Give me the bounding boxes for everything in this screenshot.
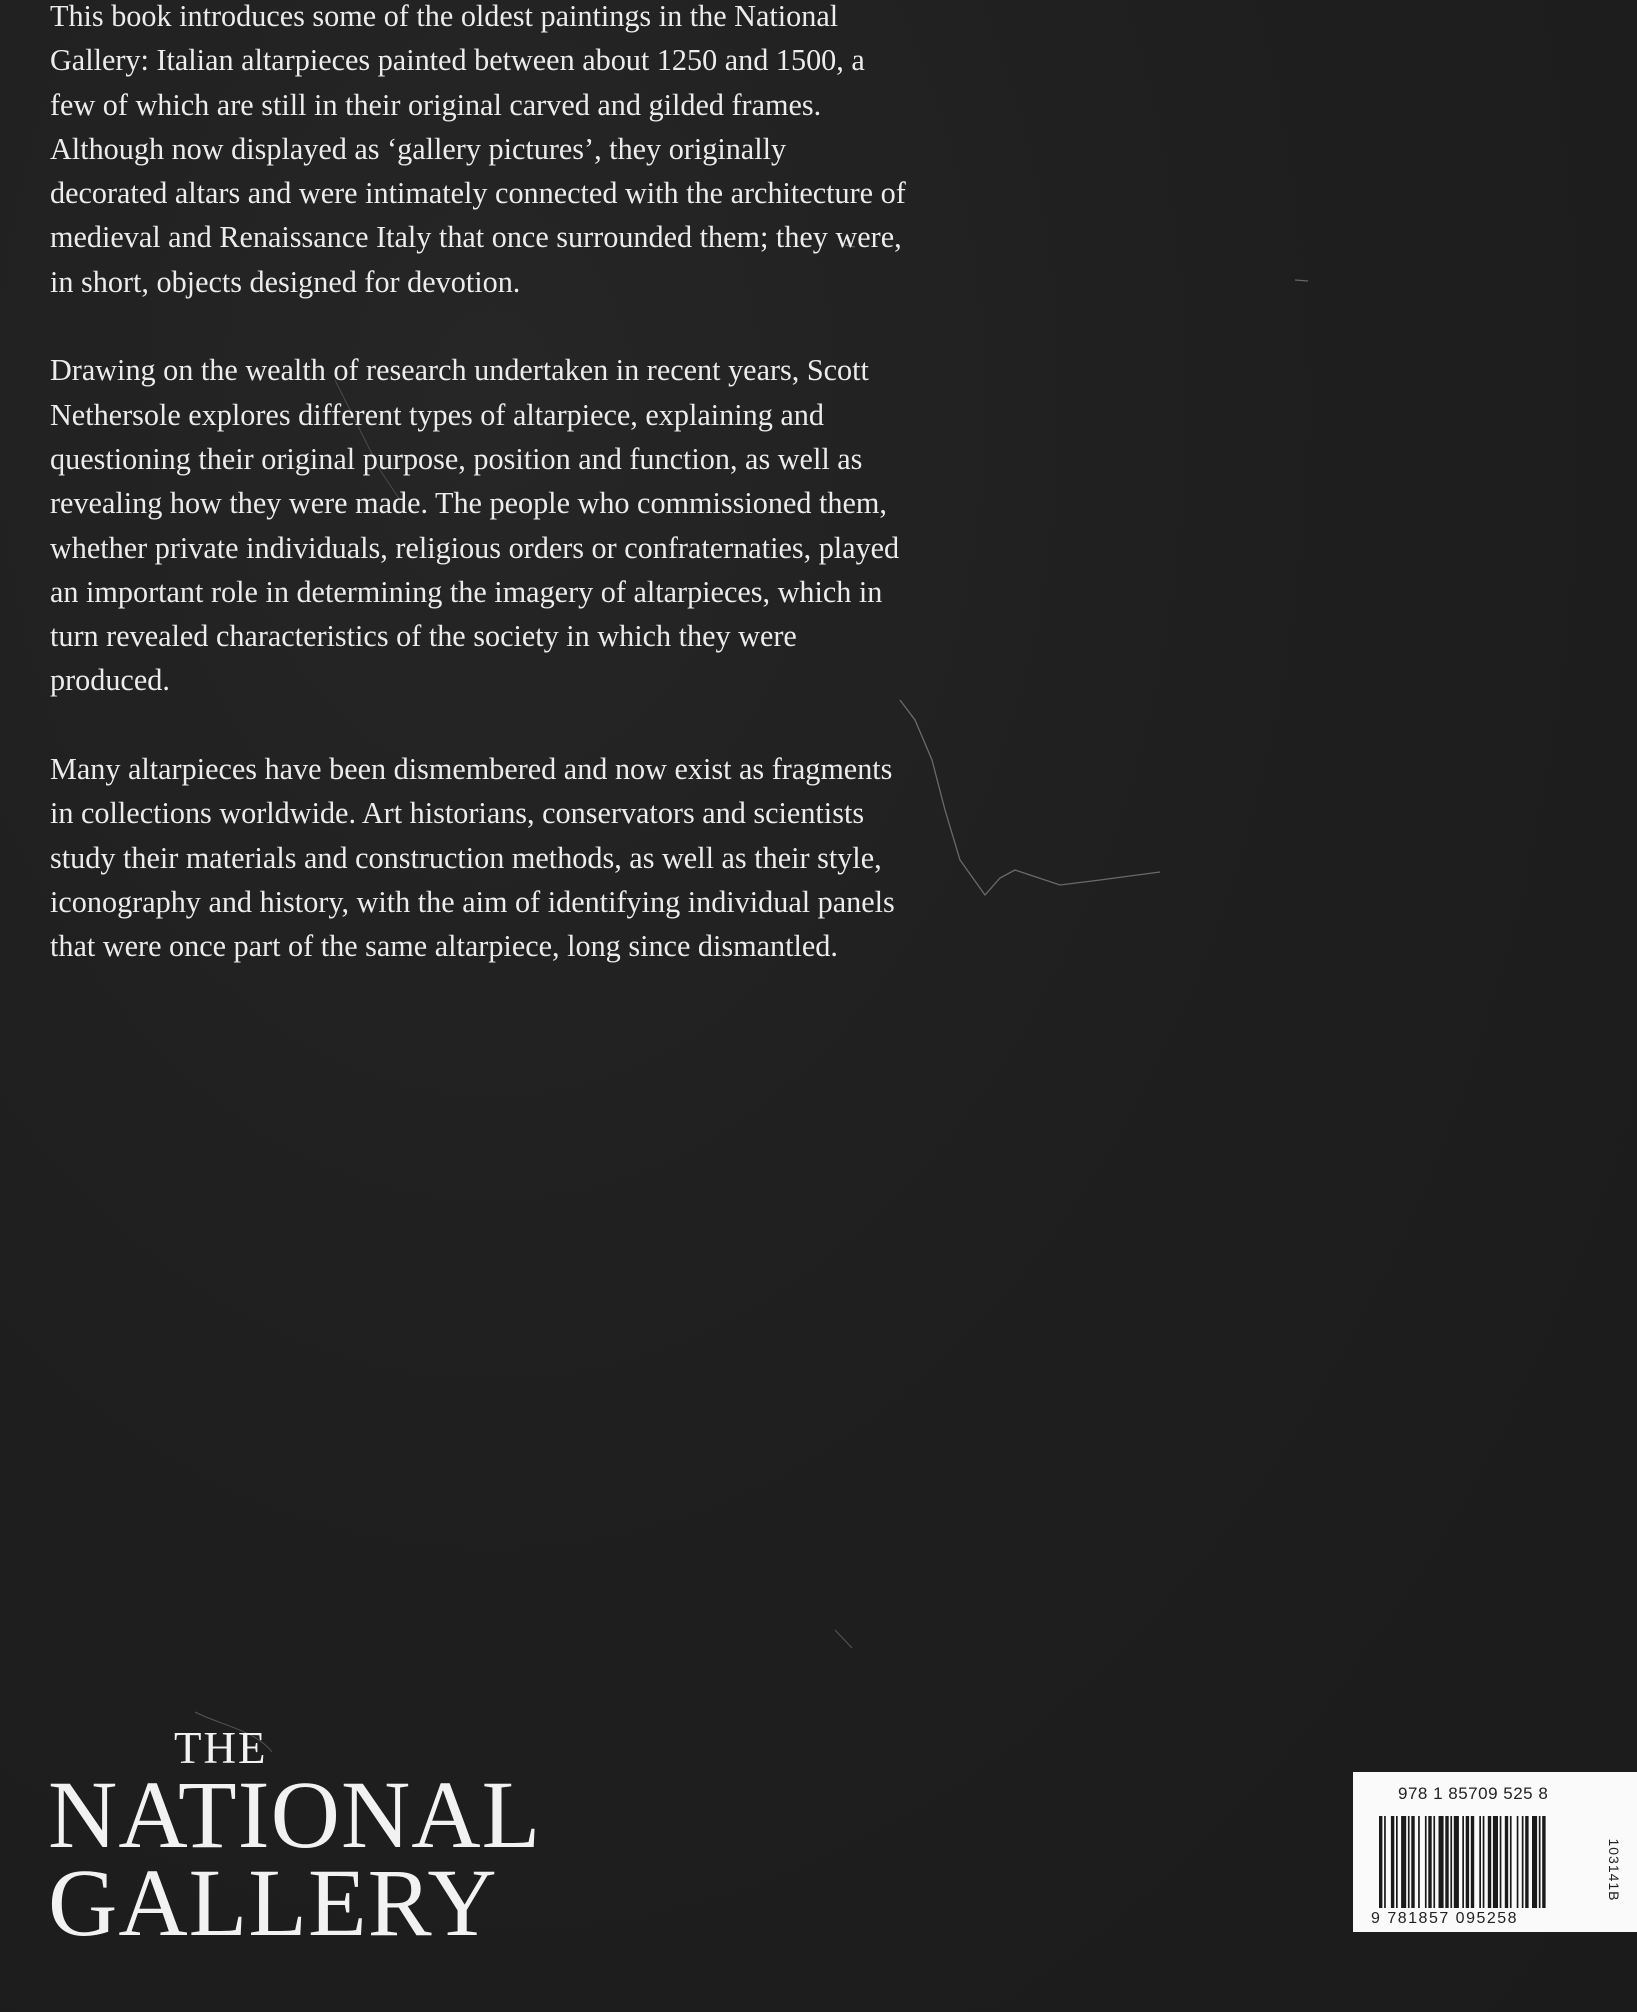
barcode-bar <box>1401 1816 1406 1908</box>
barcode-bar <box>1384 1816 1386 1908</box>
logo-national: NATIONAL <box>48 1761 542 1868</box>
barcode-bar <box>1505 1816 1508 1908</box>
barcode-bar <box>1542 1816 1545 1908</box>
isbn-barcode-label <box>1353 1772 1637 1932</box>
ean-digits: 9 781857 095258 <box>1371 1910 1519 1927</box>
barcode-bar <box>1428 1816 1431 1908</box>
barcode-bar <box>1450 1816 1452 1908</box>
barcode-bar <box>1488 1816 1491 1908</box>
barcode-bar <box>1411 1816 1414 1908</box>
barcode-bar <box>1408 1816 1410 1908</box>
barcode-bar <box>1445 1816 1448 1908</box>
national-gallery-logo <box>48 1723 542 1956</box>
side-code <box>1599 1822 1629 1917</box>
barcode-bar <box>1479 1816 1481 1908</box>
logo-the: THE <box>174 1723 268 1773</box>
logo-gallery: GALLERY <box>48 1849 498 1956</box>
barcode-bar <box>1532 1816 1537 1908</box>
barcode-bar <box>1525 1816 1528 1908</box>
barcode-bar <box>1483 1816 1485 1908</box>
barcode-bar <box>1493 1816 1498 1908</box>
barcode-bar <box>1462 1816 1464 1908</box>
cover-blurb <box>50 0 910 1013</box>
barcode-bar <box>1510 1816 1512 1908</box>
barcode-bar <box>1425 1816 1427 1908</box>
barcode-bar <box>1454 1816 1459 1908</box>
side-code-text: 103141B <box>1606 1837 1622 1902</box>
barcode-bar <box>1466 1816 1469 1908</box>
blurb-paragraph-2: Drawing on the wealth of research undertaken in recent years, Scott Nethersole explores different types of altarpiece, explaining and questioning their original purpose, position and function, as well as revealing how they were made. The people who commissioned them, whether private individuals, religious orders or confraternaties, played an important role in determining the imagery of altarpieces, which in turn revealed characteristics of the society in which they were produced. <box>50 353 900 698</box>
barcode-bars <box>1379 1816 1591 1912</box>
barcode-bar <box>1539 1816 1541 1908</box>
blurb-paragraph-3: Many altarpieces have been dismembered and now exist as fragments in collections worldwide. Art historians, conservators and scientists study their materials and construction methods, as well as their style, iconography and history, with the aim of identifying individual panels that were once part of the same altarpiece, long since dismantled. <box>50 752 895 964</box>
barcode-bar <box>1391 1816 1394 1908</box>
barcode-bar <box>1522 1816 1524 1908</box>
isbn-number: 978 1 85709 525 8 <box>1398 1784 1549 1803</box>
barcode-bar <box>1439 1816 1444 1908</box>
barcode-bar <box>1433 1816 1435 1908</box>
barcode-bar <box>1418 1816 1420 1908</box>
barcode-bar <box>1471 1816 1474 1908</box>
barcode-bar <box>1396 1816 1398 1908</box>
blurb-paragraph-1: This book introduces some of the oldest paintings in the National Gallery: Italian altarpieces painted between about 1250 and 1500, a few of which are still in their original carved and gilded frames. Although now displayed as ‘gallery pictures’, they originally decorated altars and were intimately connected with the architecture of medieval and Renaissance Italy that once surrounded them; they were, in short, objects designed for devotion. <box>50 0 906 299</box>
barcode-bar <box>1379 1816 1382 1908</box>
barcode-bar <box>1517 1816 1519 1908</box>
barcode-bar <box>1500 1816 1502 1908</box>
